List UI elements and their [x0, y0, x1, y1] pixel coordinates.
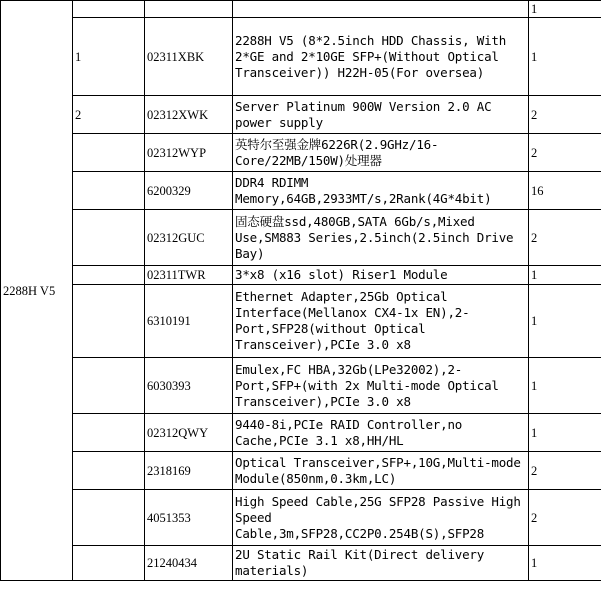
quantity-cell: 1	[529, 546, 601, 581]
table-row	[1, 490, 601, 546]
description-cell: 9440-8i,PCIe RAID Controller,no Cache,PCIe 3.1 x8,HH/HL	[233, 414, 529, 452]
seq-cell	[73, 414, 145, 452]
description-cell	[233, 1, 529, 18]
description-cell: Optical Transceiver,SFP+,10G,Multi-mode Module(850nm,0.3km,LC)	[233, 452, 529, 490]
quantity-cell: 2	[529, 452, 601, 490]
description-cell: 3*x8 (x16 slot) Riser1 Module	[233, 266, 529, 285]
seq-cell	[73, 134, 145, 172]
quantity-cell: 1	[529, 1, 601, 18]
part-code-cell: 6310191	[145, 285, 233, 358]
table-row	[1, 414, 601, 452]
seq-cell: 2	[73, 96, 145, 134]
part-code-cell: 02312QWY	[145, 414, 233, 452]
table-row	[1, 172, 601, 210]
table-row	[1, 452, 601, 490]
part-code-cell	[145, 1, 233, 18]
table-row	[1, 96, 601, 134]
quantity-cell: 2	[529, 134, 601, 172]
quantity-cell: 2	[529, 210, 601, 266]
quantity-cell: 1	[529, 414, 601, 452]
table-row	[1, 285, 601, 358]
part-code-cell: 2318169	[145, 452, 233, 490]
seq-cell	[73, 285, 145, 358]
quantity-cell: 1	[529, 285, 601, 358]
table-row	[1, 358, 601, 414]
seq-cell	[73, 452, 145, 490]
part-code-cell: 02312GUC	[145, 210, 233, 266]
description-cell: 2288H V5 (8*2.5inch HDD Chassis, With 2*GE and 2*10GE SFP+(Without Optical Transceiver)) H22H-05(For oversea)	[233, 18, 529, 96]
seq-cell	[73, 1, 145, 18]
seq-cell	[73, 546, 145, 581]
description-cell: DDR4 RDIMM Memory,64GB,2933MT/s,2Rank(4G*4bit)	[233, 172, 529, 210]
quantity-cell: 1	[529, 358, 601, 414]
part-code-cell: 02312WYP	[145, 134, 233, 172]
description-cell: 英特尔至强金牌6226R(2.9GHz/16-Core/22MB/150W)处理器	[233, 134, 529, 172]
table-row	[1, 266, 601, 285]
seq-cell	[73, 172, 145, 210]
description-cell: High Speed Cable,25G SFP28 Passive High Speed Cable,3m,SFP28,CC2P0.254B(S),SFP28	[233, 490, 529, 546]
quantity-cell: 1	[529, 18, 601, 96]
table-row	[1, 134, 601, 172]
model-cell: 2288H V5	[1, 1, 73, 581]
table-row	[1, 1, 601, 18]
description-cell: Ethernet Adapter,25Gb Optical Interface(Mellanox CX4-1x EN),2-Port,SFP28(without Optical Transceiver),PCIe 3.0 x8	[233, 285, 529, 358]
quantity-cell: 2	[529, 96, 601, 134]
quantity-cell: 2	[529, 490, 601, 546]
part-code-cell: 4051353	[145, 490, 233, 546]
table-row	[1, 546, 601, 581]
seq-cell	[73, 266, 145, 285]
seq-cell	[73, 210, 145, 266]
part-code-cell: 02311XBK	[145, 18, 233, 96]
description-cell: 2U Static Rail Kit(Direct delivery materials)	[233, 546, 529, 581]
table-row	[1, 18, 601, 96]
quantity-cell: 1	[529, 266, 601, 285]
seq-cell	[73, 358, 145, 414]
part-code-cell: 6200329	[145, 172, 233, 210]
part-code-cell: 02311TWR	[145, 266, 233, 285]
quantity-cell: 16	[529, 172, 601, 210]
part-code-cell: 21240434	[145, 546, 233, 581]
description-cell: Emulex,FC HBA,32Gb(LPe32002),2-Port,SFP+(with 2x Multi-mode Optical Transceiver),PCIe 3.0 x8	[233, 358, 529, 414]
description-cell: 固态硬盘ssd,480GB,SATA 6Gb/s,Mixed Use,SM883 Series,2.5inch(2.5inch Drive Bay)	[233, 210, 529, 266]
table-row	[1, 210, 601, 266]
part-code-cell: 6030393	[145, 358, 233, 414]
seq-cell: 1	[73, 18, 145, 96]
seq-cell	[73, 490, 145, 546]
description-cell: Server Platinum 900W Version 2.0 AC power supply	[233, 96, 529, 134]
part-code-cell: 02312XWK	[145, 96, 233, 134]
